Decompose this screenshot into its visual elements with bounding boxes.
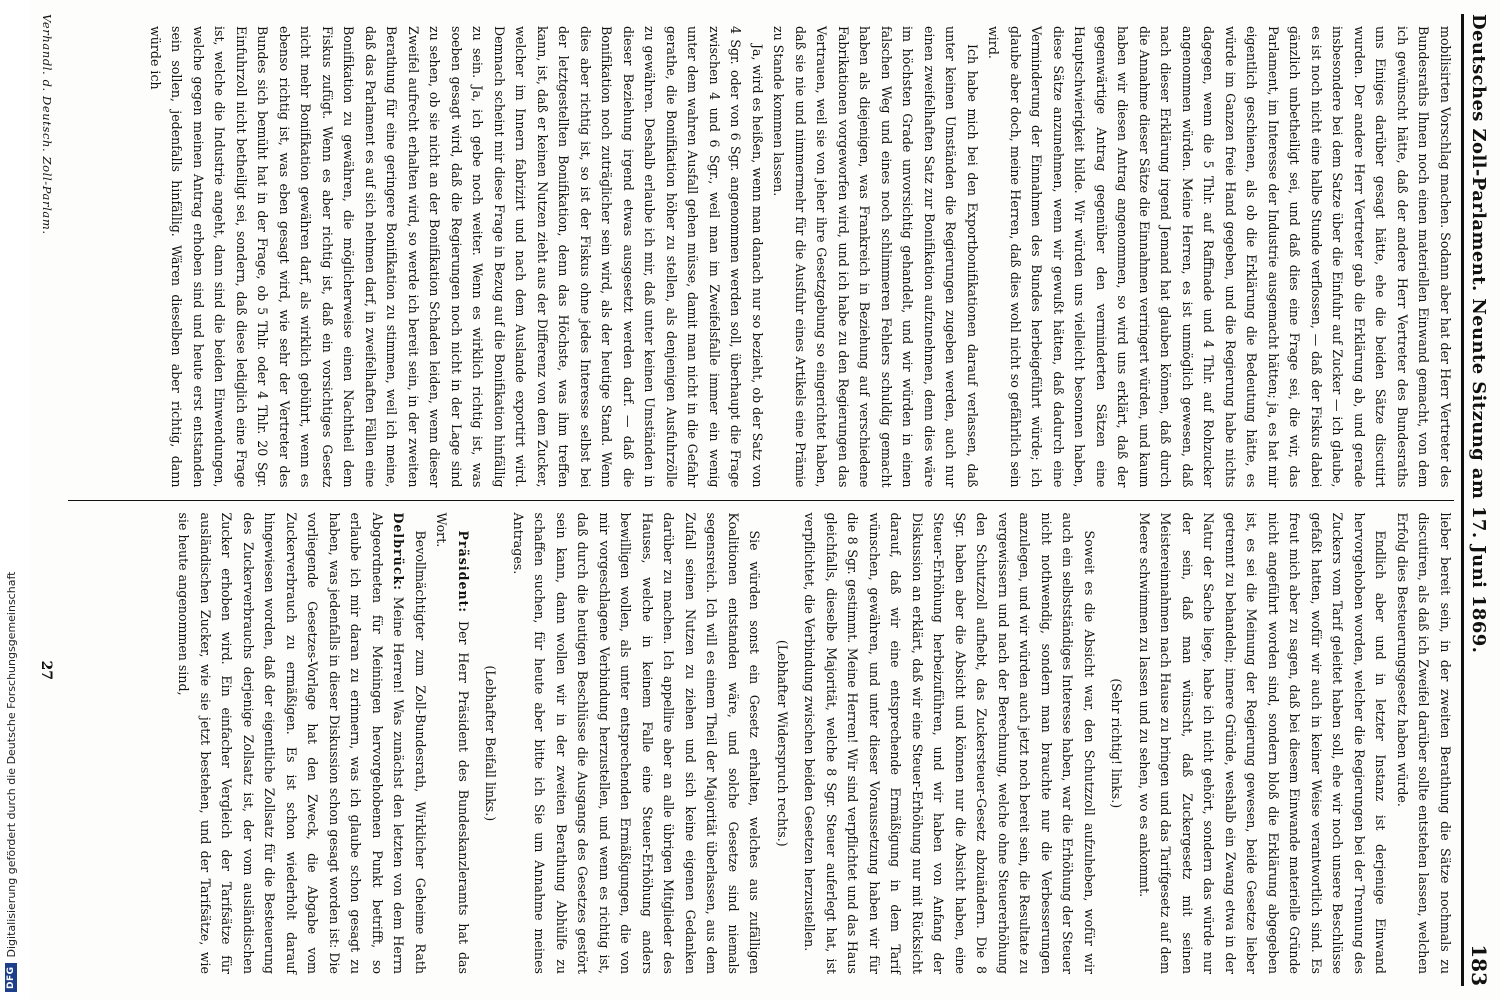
- interjection: (Lebhafter Beifall links.): [483, 665, 499, 822]
- speaker-text: Meine Herren! Was zunächst den letzten von dem Herrn Abgeordneten für Meiningen hervorgehobenen Punkt betrifft, so erlaube ich mir daran zu erinnern, was ich glaube schon gesagt zu haben, was jedenfalls in dieser Diskussion schon gesagt worden ist: Die vorliegende Gesetzes-Vorlage hat den Zweck, die Abgabe vom Zuckerverbrauch zu ermäßigen. Es ist schon wiederholt darauf hingewiesen worden, daß der eigentliche Zollsatz für die Besteuerung des Zuckerverbrauchs derjenige Zollsatz ist, der vom ausländischen Zucker erhoben wird. Ein einfacher Vergleich der Tarifsätze für ausländischen Zucker, wie sie jetzt bestehen, und der Tarifsätze, wie sie heute angenommen sind,: [176, 512, 407, 974]
- left-column: [66, 14, 1456, 500]
- speaker-intro: Bevollmächtigter zum Zoll-Bundesrath, Wirklicher Geheime Rath: [413, 530, 428, 974]
- folio: 27: [38, 660, 54, 680]
- page-header: [1461, 14, 1494, 986]
- paragraph: Endlich aber und in letzter Instanz ist derjenige Einwand hervorgehoben worden, welcher die Regierungen bei der Trennung des Zuckers vom Tarif geleitet haben soll, ehe wir noch unsere Beschlüsse gefaßt hatten, wofür wir auch in keiner Weise verantwortlich sind. Es freut mich aber zu sagen, daß bei diesem Einwande materielle Gründe nicht angeführt worden sind, sondern bloß die Erklärung abgegeben ist, es sei die Meinung der Regierung gewesen, beide Gesetze lieber getrennt zu behandeln; innere Gründe, weshalb ein Zwang etwa in der Natur der Sache liege, habe ich nicht gehört, sondern das würde nur der sein, daß man wünscht, daß Zuckergesetz mit seinen Meistereinnahmen nach Hause zu bringen und das Tarifgesetz auf dem Meere schwimmen zu lassen und zu sehen, wo es ankommt.: [1137, 512, 1389, 974]
- scan-credit-strip: [0, 0, 22, 1000]
- scanned-page: [30, 0, 1500, 1000]
- paragraph: mobilisirten Vorschlag machen. Sodann aber hat der Herr Vertreter des Bundesraths Ihnen noch einen materiellen Einwand gemacht, von dem ich gewünscht hätte, daß der andere Herr Vertreter des Bundesraths uns Einiges darüber gesagt hätte, ehe die beiden Sätze discutirt wurden. Der andere Herr Vertreter gab die Erklärung ab, und gerade insbesondere bei dem Satze über die Einfuhr auf Zucker — ich glaube, es ist noch nicht eine halbe Stunde verflossen, — daß der Fiskus dabei gänzlich unbetheiligt sei, und daß dies eine Frage sei, die wir, das Parlament, im Interesse der Industrie ausgemacht hätten; ja, es hat mir eigentlich geschienen, als ob die Erklärung die Bedeutung hätte, es würde im Ganzen freie Hand gegeben, und die Regierung habe nichts dagegen, wenn die 5 Thlr. auf Raffinade und 4 Thlr. auf Rohzucker angenommen würden. Meine Herren, es ist unmöglich gewesen, daß nach dieser Erklärung irgend Jemand hat glauben können, daß durch die Annahme dieser Sätze die Einnahmen verringert würden, und kaum haben wir diesen Antrag angenommen, so wird uns erklärt, daß der gegenwärtige Antrag gegenüber den verminderten Sätzen eine Hauptschwierigkeit bilde. Wir würden uns vielleicht besonnen haben, diese Sätze anzunehmen, wenn wir gewußt hätten, daß dadurch eine Verminderung der Einnahmen des Bundes herbeigeführt würde; ich glaube aber doch, meine Herren, daß dies wohl nicht so gefährlich sein wird.: [986, 26, 1453, 488]
- speaker-label: Präsident:: [456, 530, 471, 614]
- paragraph: Soweit es die Absicht war, den Schutzzoll aufzuheben, wofür wir auch ein selbstständiges Interesse haben, war die Erhöhung der Steuer nicht nothwendig, sondern man brauchte nur die Verbesserungen anzulegen, und wir würden auch jetzt noch bereit sein, die Resultate zu vergewissern und nach der Berechnung, welche ohne Steuererhöhung den Schutzzoll aufhebt, das Zuckersteuer-Gesetz abzuändern. Die 8 Sgr. haben aber die Absicht und können nur die Absicht haben, eine Steuer-Erhöhung herbeizuführen, und wir haben von Anfang der Diskussion an erklärt, daß wir eine Steuer-Erhöhung nur mit Rücksicht darauf, daß wir eine entsprechende Ermäßigung in dem Tarif wünschen, gewähren, und unter dieser Voraussetzung haben wir für die 8 Sgr. gestimmt. Meine Herren! Wir sind verpflichtet und das Haus gleichfalls, dieselbe Majorität, welche 8 Sgr. Steuer auferlegt hat, ist verpflichtet, die Verbindung zwischen beiden Gesetzen herzustellen.: [802, 512, 1097, 974]
- dfg-logo: DFG: [5, 963, 17, 992]
- scan-credit-text: Digitalisierung gefördert durch die Deutsche Forschungsgemeinschaft: [4, 571, 18, 958]
- delbrueck-paragraph: [173, 513, 431, 975]
- interjection: (Lebhafter Widerspruch rechts.): [775, 639, 790, 847]
- running-head: Deutsches Zoll-Parlament. Neunte Sitzung am 17. Juni 1869.: [1468, 14, 1490, 654]
- page-number: 183: [1467, 944, 1491, 986]
- scan-credit: [0, 0, 22, 1000]
- interjection: (Sehr richtig! links.): [1109, 678, 1125, 809]
- paragraph: Ja, wird es heißen, wenn man danach nur so bezieht, ob der Satz von 4 Sgr. oder von 6 Sgr. angenommen werden soll, überhaupt die Frage zwischen 4 und 6 Sgr., weil man im Zweifelsfalle immer ein wenig unter dem wahren Ausfall gehen müsse, damit man nicht in die Gefahr gerathe, die Bonifikation höher zu stellen, als denjenigen Ausfuhrzölle zu gewähren. Deshalb erlaube ich mir, daß unter keinen Umständen in dieser Beziehung irgend etwas ausgesetzt werden darf. — daß die Bonifikation noch zuträglicher sein wird, als der heutige Stand. Wenn dies aber richtig ist, so ist der Fiskus ohne jedes Interesse selbst bei der letztgestellten Bonifikation, denn das Höchste, was ihm treffen kann, ist, daß er keinen Nutzen zieht aus der Differenz von dem Zucker, welcher im Innern fabrizirt und nach dem Auslande exportirt wird. Demnach scheint mir diese Frage in Bezug auf die Bonifikation hinfällig zu sein. Ja, ich gebe noch weiter. Wenn es wirklich richtig ist, was soeben gesagt wird, daß die Regierungen noch nicht in der Lage sind zu sehen, ob sie nicht an der Bonifikation Schaden leiden, wenn dieser Zweifel aufrecht erhalten wird, so werde ich bereit sein, in der zweiten Berathung für eine geringere Bonifikation zu stimmen, weil ich meine, daß das Parlament es auf sich nehmen darf, in zweifelhaften Fällen eine Bonifikation zu gewähren, die möglicherweise einen Nachtheil dem Fiskus zufügt. Wenn es aber richtig ist, daß ein vorsichtiges Gesetz nicht mehr Bonifikation gewähren darf, als wirklich gebührt, wenn es ebenso richtig ist, was eben gesagt wird, wie sehr der Vertreter des Bundes sich bemüht hat in der Frage, ob 5 Thlr. oder 4 Thlr. 20 Sgr. Einfuhrzoll nicht betheiligt sei, sondern, daß diese lediglich eine Frage ist, welche die Industrie angeht, dann sind die beiden Einwendungen, welche gegen meinen Antrag erhoben sind und heute erst entstanden sein sollen, jedenfalls hinfällig. Wären dieselben aber richtig, dann würde ich: [148, 26, 765, 488]
- president-paragraph: [431, 513, 474, 975]
- text-columns: [66, 14, 1456, 986]
- paragraph: lieber bereit sein, in der zweiten Berathung die Sätze nochmals zu discutiren, als daß ich Zweifel darüber sollte entstehen lassen, welchen Erfolg dies Besteuerungsgesetz haben würde.: [1395, 512, 1453, 974]
- speaker-label: Delbrück:: [391, 512, 407, 591]
- paragraph: Sie würden sonst ein Gesetz erhalten, welches aus zufälligen Koalitionen entstanden wäre, und solche Gesetze sind niemals segensreich. Ich will es einem Theil der Majorität überlassen, aus dem Zufall seinen Nutzen zu ziehen und sich keine eigenen Gedanken darüber zu machen. Ich appellire aber an alle übrigen Mitglieder des Hauses, welche in keinem Falle eine Steuer-Erhöhung anders bewilligen wollen, als unter entsprechenden Ermäßigungen, die von mir vorgeschlagene Verbindung herzustellen, und wenn es richtig ist, daß durch die heutigen Beschlüsse die Ausgangs des Gesetzes gestört sein kann, dann wollen wir in der zweiten Berathung Abhülfe zu schaffen suchen, für heute aber bitte ich Sie um Annahme meines Antrages.: [511, 512, 763, 974]
- speaker-text: Der Herr Präsident des Bundeskanzleramts hat das Wort.: [434, 512, 471, 974]
- paragraph: Ich habe mich bei den Exportbonifikationen darauf verlassen, daß unter keinen Umständen die Regierungen zugeben werden, auch nur einen zweifelhaften Satz zur Bonifikation aufzunehmen, denn dies wäre im höchsten Grade unvorsichtig gehandelt, und wir würden in einen falschen Weg und eines noch schlimmeren Fehlers schuldig gemacht haben als diejenigen, was Frankreich in Beziehung auf verschiedene Fabrikationen vorgeworfen wird, und ich habe zu den Regierungen das Vertrauen, weil sie von jeher ihre Gesetzgebung so eingerichtet haben, daß sie nie und nimmermehr für die Ausfuhr eines Artikels eine Prämie zu Stande kommen lassen.: [771, 26, 980, 488]
- right-column: [66, 501, 1456, 987]
- signature-line: Verhandl. d. Deutsch. Zoll-Parlam.: [40, 14, 54, 235]
